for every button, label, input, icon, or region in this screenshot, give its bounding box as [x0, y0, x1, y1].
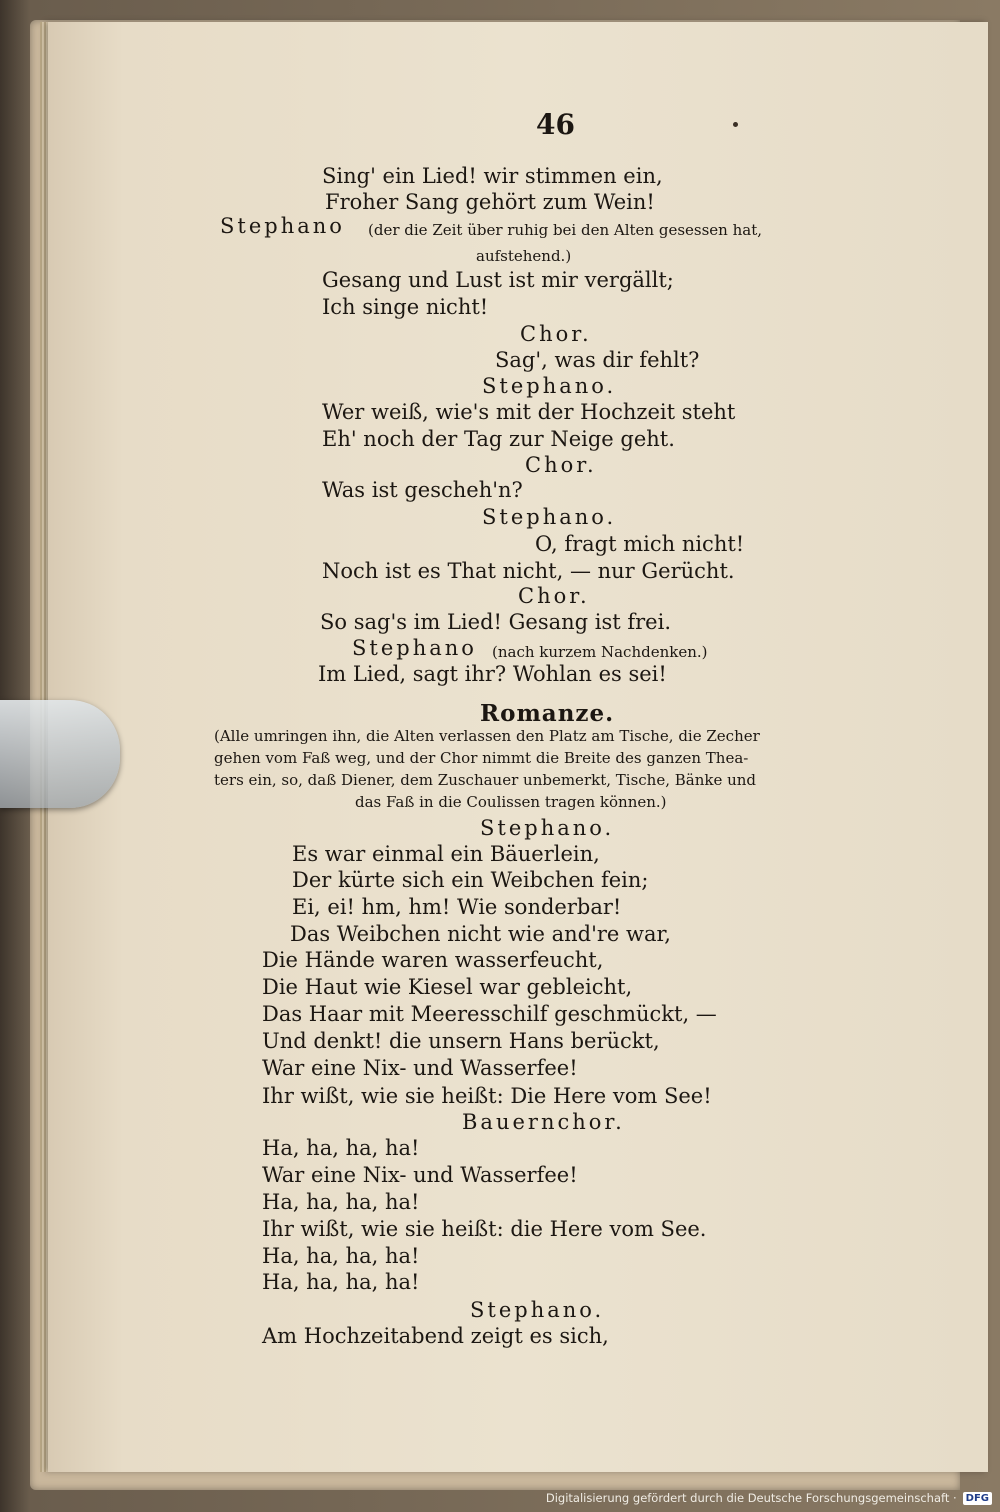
verse-line: Noch ist es That nicht, — nur Gerücht. [322, 559, 735, 583]
credit-text: Digitalisierung gefördert durch die Deutsche Forschungsgemeinschaft · [545, 1491, 957, 1505]
book-page [48, 22, 988, 1472]
speaker-name: Chor. [518, 584, 590, 608]
verse-line: Ha, ha, ha, ha! [262, 1270, 420, 1294]
verse-line: Am Hochzeitabend zeigt es sich, [262, 1324, 609, 1348]
section-heading: Romanze. [480, 700, 615, 727]
verse-line: Der kürte sich ein Weibchen fein; [292, 868, 649, 892]
verse-line: Die Hände waren wasserfeucht, [262, 948, 604, 972]
stage-direction: aufstehend.) [476, 247, 572, 265]
verse-line: Das Weibchen nicht wie and're war, [290, 922, 671, 946]
speaker-name: Stephano. [470, 1298, 605, 1322]
verse-line: Und denkt! die unsern Hans berückt, [262, 1029, 660, 1053]
stage-direction: (der die Zeit über ruhig bei den Alten gesessen hat, [368, 221, 763, 239]
speaker-name: Chor. [520, 322, 592, 346]
verse-line: Gesang und Lust ist mir vergällt; [322, 268, 674, 292]
verse-line: Ich singe nicht! [322, 295, 489, 319]
verse-line: Froher Sang gehört zum Wein! [325, 190, 655, 214]
verse-line: War eine Nix- und Wasserfee! [262, 1163, 578, 1187]
page-clip [0, 700, 120, 808]
stage-direction: (Alle umringen ihn, die Alten verlassen den Platz am Tische, die Zecher [214, 727, 760, 745]
stage-direction: ters ein, so, daß Diener, dem Zuschauer unbemerkt, Tische, Bänke und [214, 771, 757, 789]
stage-direction: gehen vom Faß weg, und der Chor nimmt die Breite des ganzen Thea- [214, 749, 749, 767]
speaker-name: Stephano [220, 214, 345, 238]
verse-line: Ha, ha, ha, ha! [262, 1190, 420, 1214]
verse-line: Sag', was dir fehlt? [495, 348, 700, 372]
verse-line: Sing' ein Lied! wir stimmen ein, [322, 164, 663, 188]
stage-direction: (nach kurzem Nachdenken.) [492, 643, 708, 661]
verse-line: Was ist gescheh'n? [322, 478, 523, 502]
verse-line: Ha, ha, ha, ha! [262, 1136, 420, 1160]
page-number: 46 [536, 108, 575, 141]
speaker-name: Stephano [352, 636, 477, 660]
verse-line: Ihr wißt, wie sie heißt: Die Here vom See! [262, 1084, 712, 1108]
verse-line: Eh' noch der Tag zur Neige geht. [322, 427, 675, 451]
verse-line: Im Lied, sagt ihr? Wohlan es sei! [318, 662, 667, 686]
verse-line: Es war einmal ein Bäuerlein, [292, 842, 600, 866]
stage-direction: das Faß in die Coulissen tragen können.) [355, 793, 667, 811]
verse-line: War eine Nix- und Wasserfee! [262, 1056, 578, 1080]
verse-line: O, fragt mich nicht! [535, 532, 745, 556]
dfg-logo-icon: DFG [963, 1492, 992, 1505]
verse-line: Das Haar mit Meeresschilf geschmückt, — [262, 1002, 717, 1026]
verse-line: Ha, ha, ha, ha! [262, 1244, 420, 1268]
verse-line: Die Haut wie Kiesel war gebleicht, [262, 975, 633, 999]
ink-speck [733, 122, 738, 127]
digitization-credit [546, 1488, 992, 1508]
verse-line: Ihr wißt, wie sie heißt: die Here vom See. [262, 1217, 707, 1241]
speaker-name: Stephano. [482, 374, 617, 398]
verse-line: Wer weiß, wie's mit der Hochzeit steht [322, 400, 736, 424]
speaker-name: Stephano. [480, 816, 615, 840]
speaker-name: Stephano. [482, 505, 617, 529]
speaker-name: Chor. [525, 453, 597, 477]
verse-line: So sag's im Lied! Gesang ist frei. [320, 610, 672, 634]
verse-line: Ei, ei! hm, hm! Wie sonderbar! [292, 895, 622, 919]
speaker-name: Bauernchor. [462, 1110, 625, 1134]
